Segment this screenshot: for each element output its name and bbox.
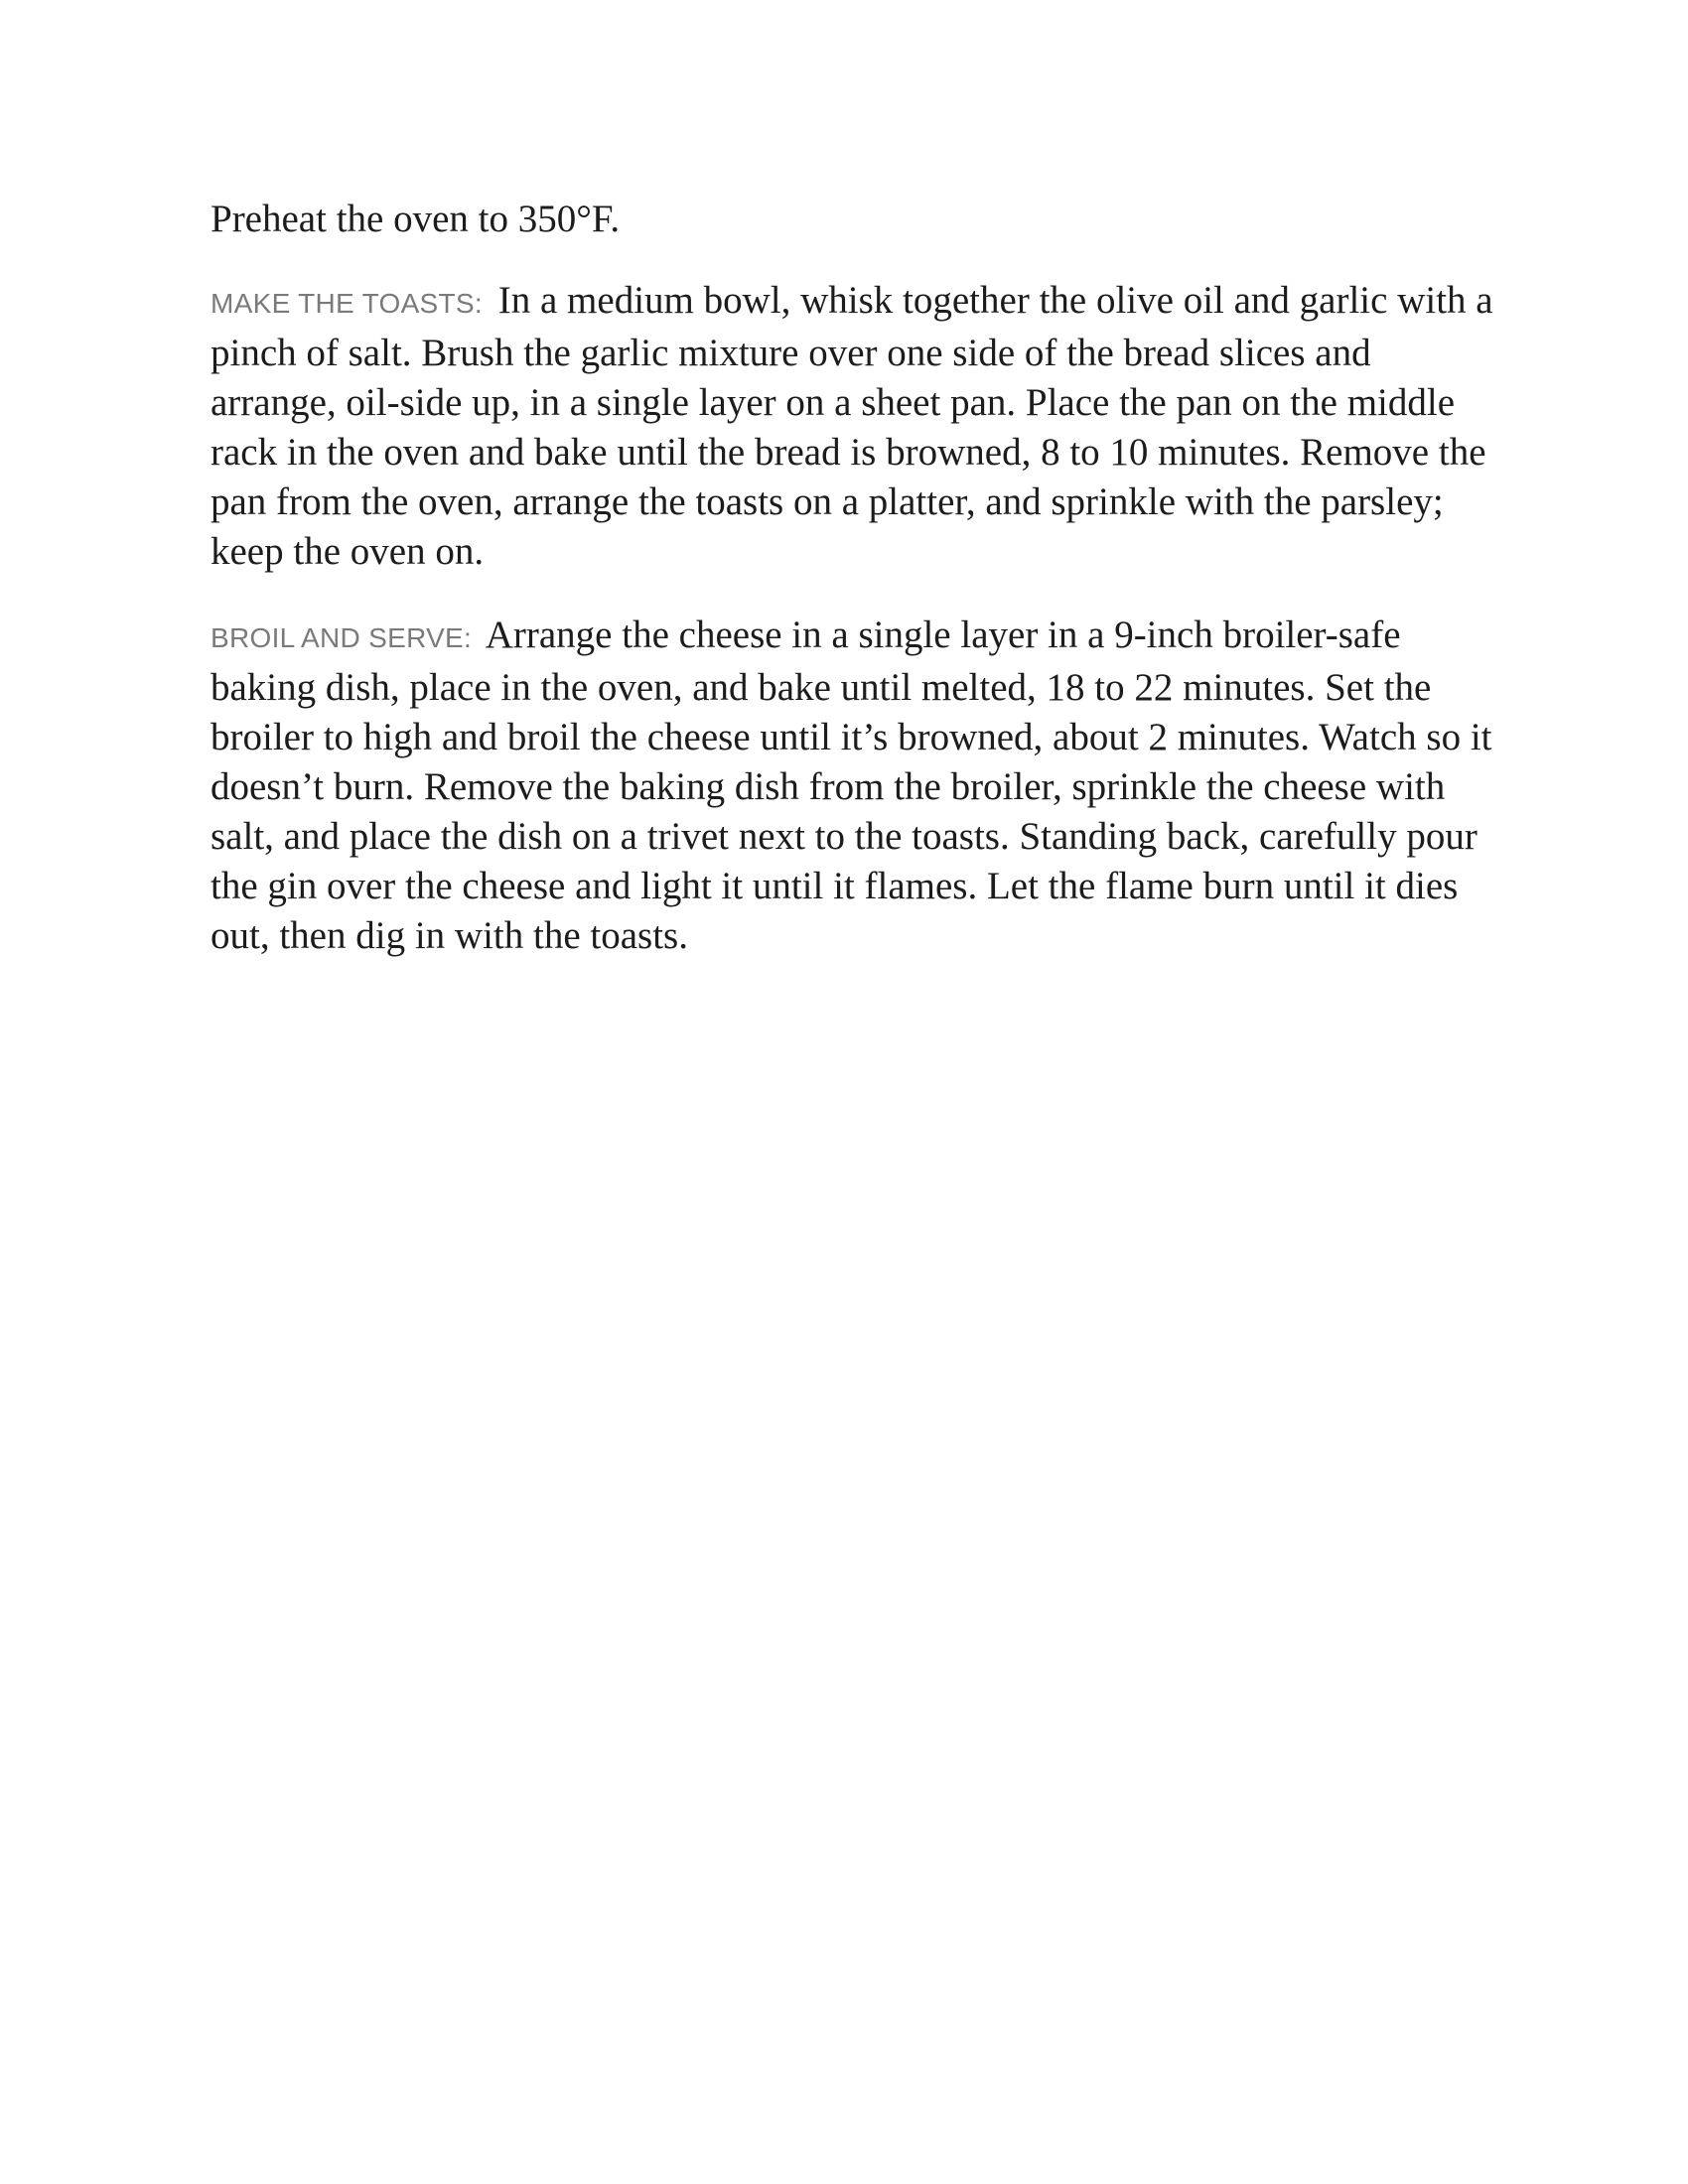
step-text-broil-and-serve: Arrange the cheese in a single layer in a 9-inch broiler-safe baking dish, place in the oven, and bake until melted, 18 to 22 minutes. Set the broiler to high and broil the cheese until it’s browned, about 2 minutes. Watch so it doesn’t burn. Remove the baking dish from the broiler, sprinkle the cheese with salt, and place the dish on a trivet next to the toasts. Standing back, carefully pour the gin over the cheese and light it until it flames. Let the flame burn until it dies out, then dig in with the toasts.: [211, 614, 1492, 957]
recipe-instructions: [211, 195, 1501, 995]
step-broil-and-serve: [211, 611, 1501, 961]
step-label-make-toasts: MAKE THE TOASTS:: [211, 288, 483, 319]
step-label-broil-and-serve: BROIL AND SERVE:: [211, 622, 473, 653]
step-text-make-toasts: In a medium bowl, whisk together the olive oil and garlic with a pinch of salt. Brush the garlic mixture over one side of the bread slices and arrange, oil-side up, in a single layer on a sheet pan. Place the pan on the middle rack in the oven and bake until the bread is browned, 8 to 10 minutes. Remove the pan from the oven, arrange the toasts on a platter, and sprinkle with the parsley; keep the oven on.: [211, 279, 1493, 573]
step-make-toasts: [211, 276, 1501, 577]
intro-paragraph: Preheat the oven to 350°F.: [211, 198, 621, 240]
